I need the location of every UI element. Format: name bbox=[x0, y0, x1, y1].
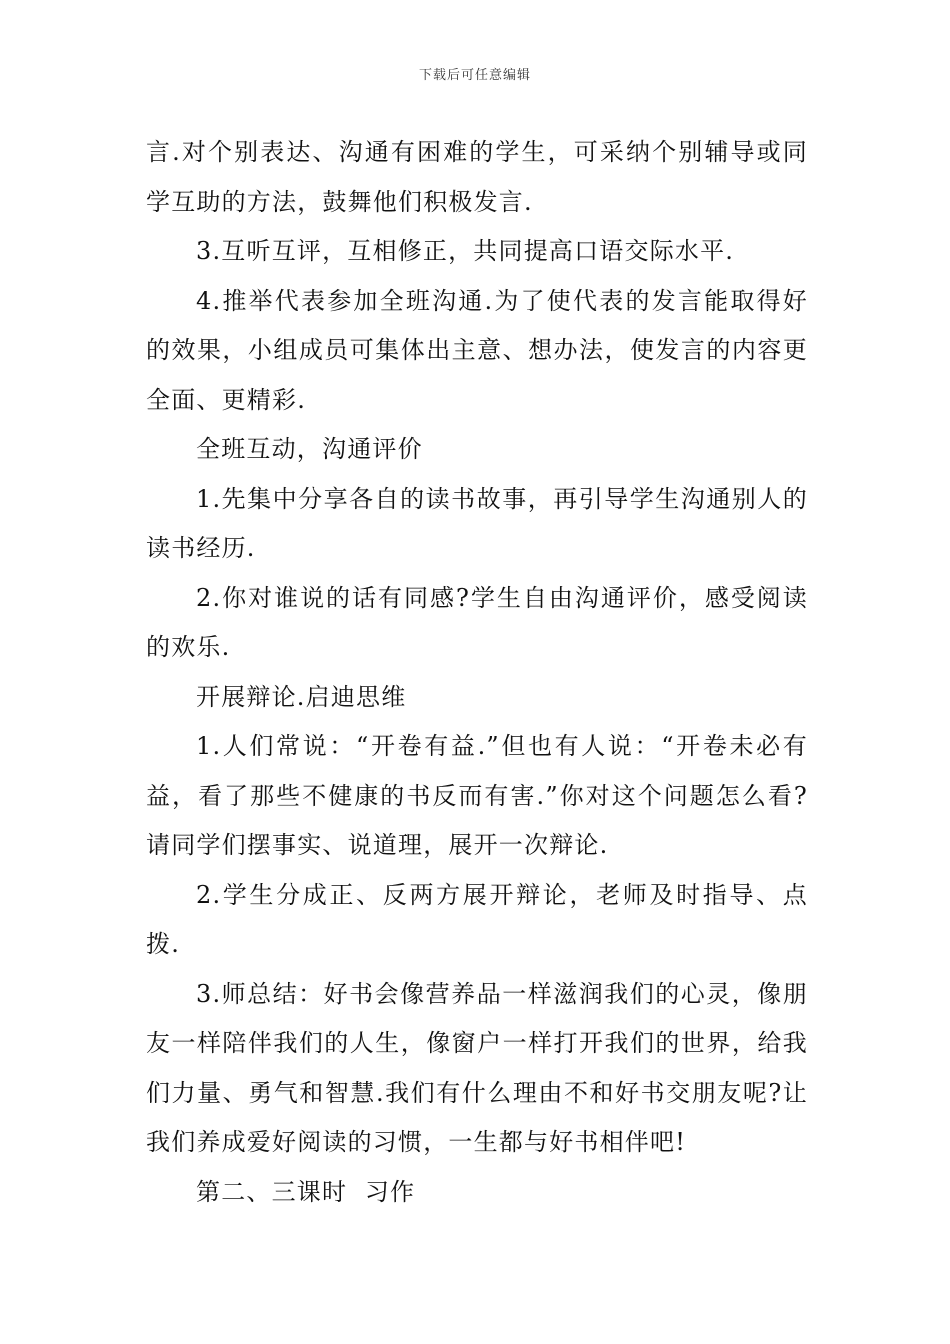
paragraph-debate-3: 3.师总结：好书会像营养品一样滋润我们的心灵，像朋友一样陪伴我们的人生，像窗户一样打开我们的世界，给我们力量、勇气和智慧.我们有什么理由不和好书交朋友呢?让我们养成爱好阅读的习惯，一生都与好书相伴吧! bbox=[146, 979, 808, 1156]
paragraph-share-2: 2.你对谁说的话有同感?学生自由沟通评价，感受阅读的欢乐. bbox=[146, 583, 808, 661]
section-heading-class-interaction: 全班互动，沟通评价 bbox=[196, 435, 423, 463]
section-heading-lesson: 第二、三课时 习作 bbox=[196, 1177, 416, 1206]
paragraph-item-3: 3.互听互评，互相修正，共同提高口语交际水平. bbox=[196, 237, 735, 265]
paragraph-share-1: 1.先集中分享各自的读书故事，再引导学生沟通别人的读书经历. bbox=[146, 484, 808, 562]
paragraph-continuation: 言.对个别表达、沟通有困难的学生，可采纳个别辅导或同学互助的方法，鼓舞他们积极发言. bbox=[146, 138, 808, 216]
section-heading-debate: 开展辩论.启迪思维 bbox=[196, 682, 407, 711]
paragraph-debate-2: 2.学生分成正、反两方展开辩论，老师及时指导、点拨. bbox=[146, 880, 808, 958]
page-header: 下载后可任意编辑 bbox=[418, 68, 531, 83]
paragraph-item-4: 4.推举代表参加全班沟通.为了使代表的发言能取得好的效果，小组成员可集体出主意、想办法，使发言的内容更全面、更精彩. bbox=[146, 286, 808, 414]
paragraph-debate-1: 1.人们常说：“开卷有益.”但也有人说：“开卷未必有益，看了那些不健康的书反而有害.”你对这个问题怎么看?请同学们摆事实、说道理，展开一次辩论. bbox=[146, 732, 808, 859]
document-body bbox=[146, 128, 808, 1217]
